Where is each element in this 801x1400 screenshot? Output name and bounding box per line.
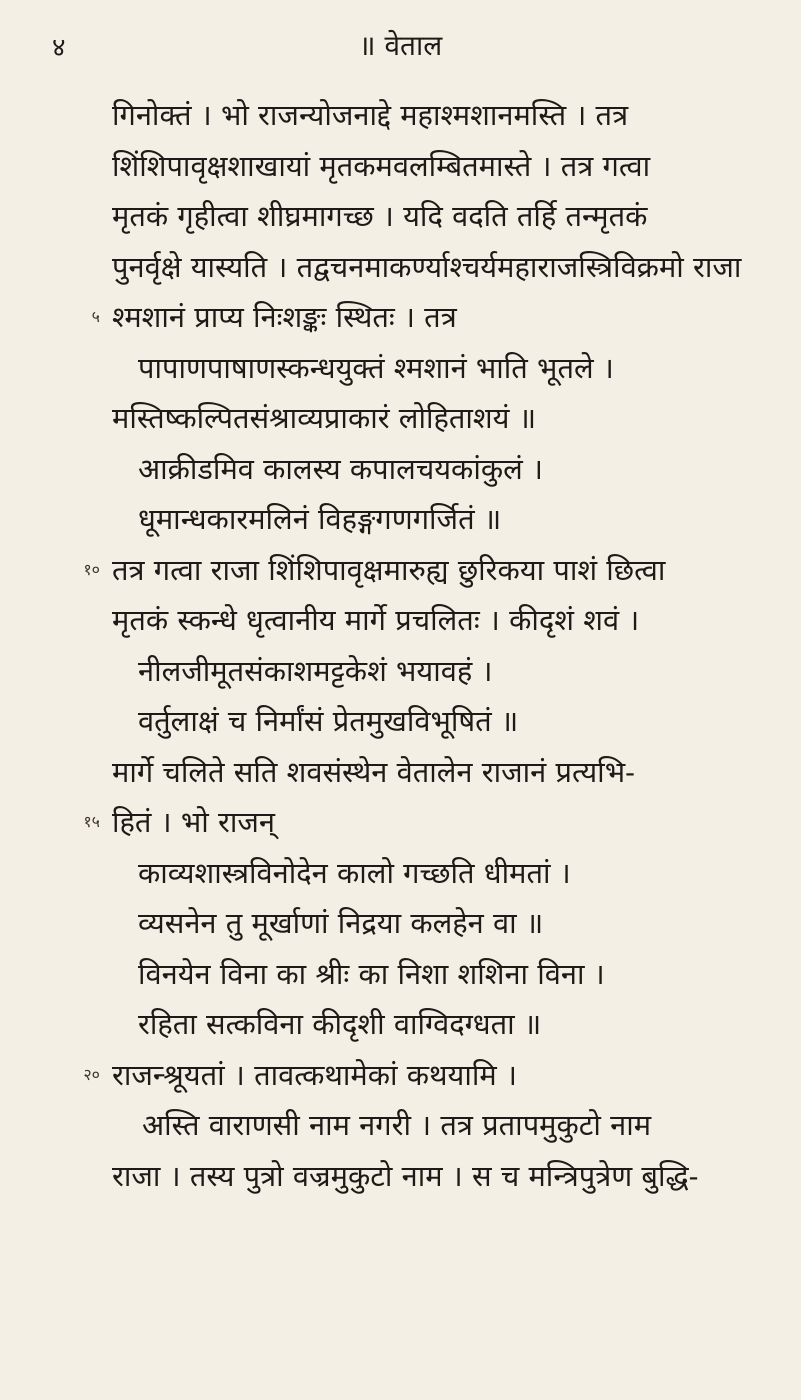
line-text: रहिता सत्कविना कीदृशी वाग्विदग्धता ॥ [138,1007,542,1041]
line-text: अस्ति वाराणसी नाम नगरी । तत्र प्रतापमुकुटो नाम [142,1108,652,1142]
line-text: तत्र गत्वा राजा शिंशिपावृक्षमारुह्य छुरिकया पाशं छित्वा [112,552,666,587]
text-line [112,90,752,141]
line-text: वर्तुलाक्षं च निर्मांसं प्रेतमुखविभूषितं ॥ [138,704,519,738]
line-number: २० [83,1064,100,1084]
line-number: ५ [91,307,100,326]
verse-line [112,646,752,697]
line-text: श्मशानं प्राप्य निःशङ्कः स्थितः । तत्र [112,300,457,334]
line-text: मस्तिष्कल्पितसंश्राव्यप्राकारं लोहिताशयं ॥ [112,401,537,435]
text-line [112,1151,752,1202]
line-text: मृतकं गृहीत्वा शीघ्रमागच्छ । यदि वदति तर्हि तन्मृतकं [112,199,648,233]
text-line [112,141,752,192]
verse-line [112,696,752,747]
verse-line [112,949,752,1000]
line-text: धूमान्धकारमलिनं विहङ्गगणगर्जितं ॥ [138,502,502,536]
line-text: व्यसनेन तु मूर्खाणां निद्रया कलहेन वा ॥ [138,906,544,940]
line-text: आक्रीडमिव कालस्य कपालचयकांकुलं । [138,451,543,486]
line-text: पापाणपाषाणस्कन्धयुक्तं श्मशानं भाति भूतले । [138,350,614,385]
line-text: राजन्श्रूयतां । तावत्कथामेकां कथयामि । [112,1057,517,1092]
verse-line [112,343,752,394]
running-title: ॥ वेताल [358,29,443,62]
text-line [112,191,752,242]
text-line [83,797,752,848]
text-line [112,1100,752,1151]
line-text: शिंशिपावृक्षशाखायां मृतकमवलम्बितमास्ते । तत्र गत्वा [112,148,651,183]
line-text: मार्गे चलिते सति शवसंस्थेन वेतालेन राजानं प्रत्यभि- [112,754,635,789]
verse-line [112,898,752,949]
text-line [112,595,752,646]
line-text: गिनोक्तं । भो राजन्योजनाद्दे महाश्मशानमस्ति । तत्र [112,98,629,132]
line-text: विनयेन विना का श्रीः का निशा शशिना विना । [138,956,605,991]
line-number: १० [83,559,100,579]
line-text: हितं । भो राजन् [112,805,275,839]
verse-line [112,999,752,1050]
line-number: १५ [83,812,100,831]
text-line [112,747,752,798]
verse-line [112,848,752,899]
text-line [91,292,752,343]
line-text: काव्यशास्त्रविनोदेन कालो गच्छति धीमतां । [138,855,571,890]
line-text: राजा । तस्य पुत्रो वज्रमुकुटो नाम । स च मन्त्रिपुत्रेण बुद्धि- [112,1158,699,1193]
verse-line [112,444,752,495]
line-text: नीलजीमूतसंकाशमट्टकेशं भयावहं । [138,653,493,688]
line-text: पुनर्वृक्षे यास्यति । तद्वचनमाकर्ण्याश्चर्यमहाराजस्त्रिविक्रमो राजा [112,249,742,284]
line-text: मृतकं स्कन्धे धृत्वानीय मार्गे प्रचलितः । कीदृशं शवं । [112,603,640,637]
page-number: ४ [52,33,66,63]
text-line [83,545,752,596]
text-line [112,242,752,293]
body-text [83,90,752,1201]
text-line [83,1050,752,1101]
verse-line [112,494,752,545]
verse-line [112,393,752,444]
